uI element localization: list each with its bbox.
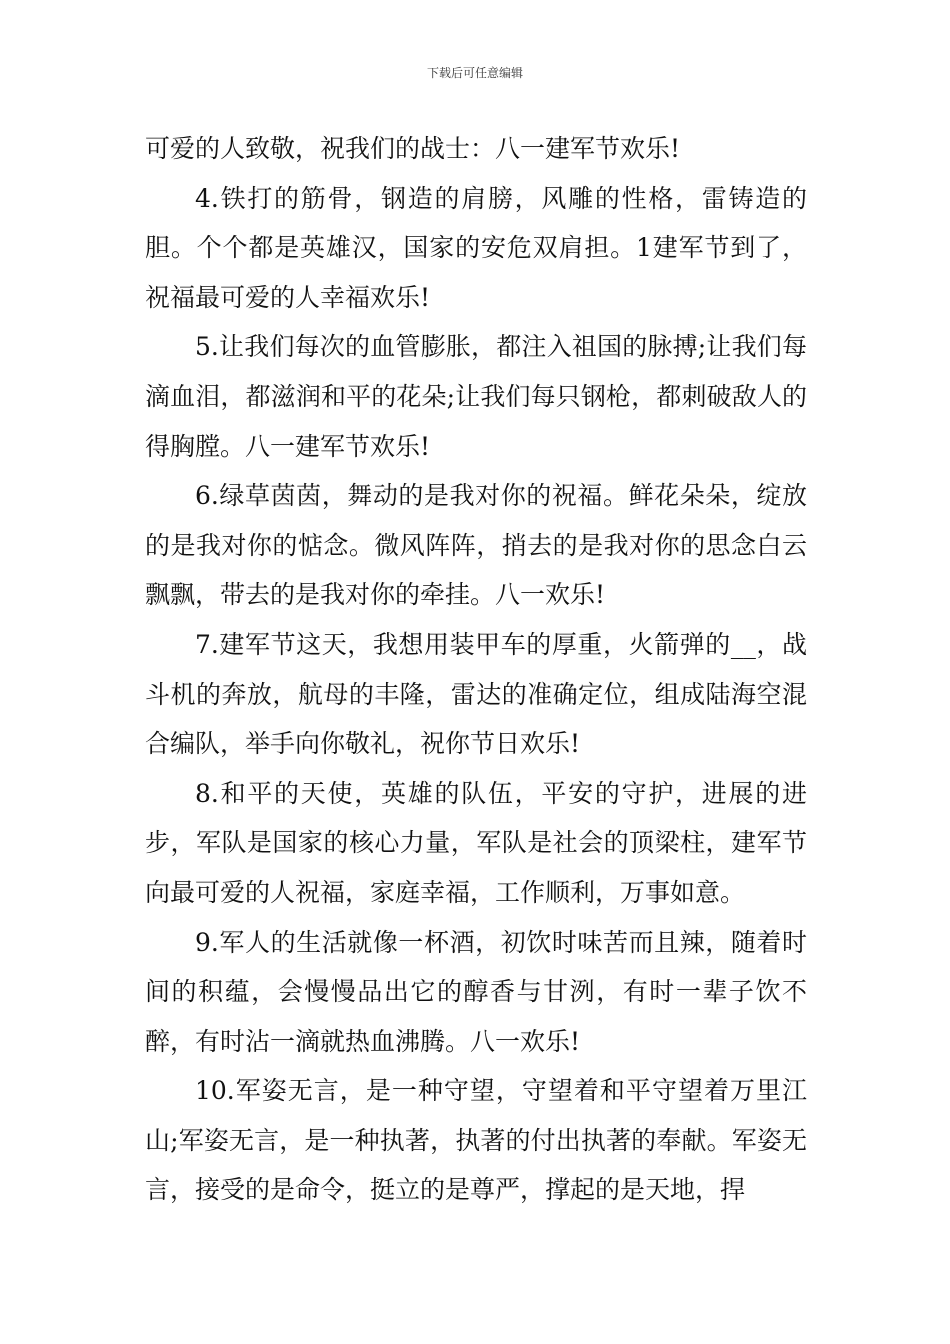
- paragraph-item-10: 10.军姿无言，是一种守望，守望着和平守望着万里江山;军姿无言，是一种执著，执著的付出执著的奉献。军姿无言，接受的是命令，挺立的是尊严，撑起的是天地，捍: [145, 1076, 807, 1205]
- paragraph-item-7: 7.建军节这天，我想用装甲车的厚重，火箭弹的__，战斗机的奔放，航母的丰隆，雷达的准确定位，组成陆海空混合编队，举手向你敬礼，祝你节日欢乐!: [145, 629, 807, 759]
- paragraph-item-5: 5.让我们每次的血管膨胀，都注入祖国的脉搏;让我们每滴血泪，都滋润和平的花朵;让我们每只钢枪，都刺破敌人的得胸膛。八一建军节欢乐!: [145, 332, 807, 461]
- paragraph-continuation: 可爱的人致敬，祝我们的战士：八一建军节欢乐!: [145, 134, 681, 163]
- paragraph-item-9: 9.军人的生活就像一杯酒，初饮时味苦而且辣，随着时间的积蕴，会慢慢品出它的醇香与甘洌，有时一辈子饮不醉，有时沾一滴就热血沸腾。八一欢乐!: [145, 927, 807, 1056]
- paragraph-item-6: 6.绿草茵茵，舞动的是我对你的祝福。鲜花朵朵，绽放的是我对你的惦念。微风阵阵，捎去的是我对你的思念白云飘飘，带去的是我对你的牵挂。八一欢乐!: [145, 481, 807, 610]
- paragraph-item-8: 8.和平的天使，英雄的队伍，平安的守护，进展的进步，军队是国家的核心力量，军队是社会的顶梁柱，建军节向最可爱的人祝福，家庭幸福，工作顺利，万事如意。: [145, 778, 807, 907]
- page-header: 下载后可任意编辑: [426, 66, 523, 80]
- document-body: [145, 124, 807, 1215]
- paragraph-item-4: 4.铁打的筋骨，钢造的肩膀，风雕的性格，雷铸造的胆。个个都是英雄汉，国家的安危双肩担。1建军节到了，祝福最可爱的人幸福欢乐!: [145, 183, 807, 312]
